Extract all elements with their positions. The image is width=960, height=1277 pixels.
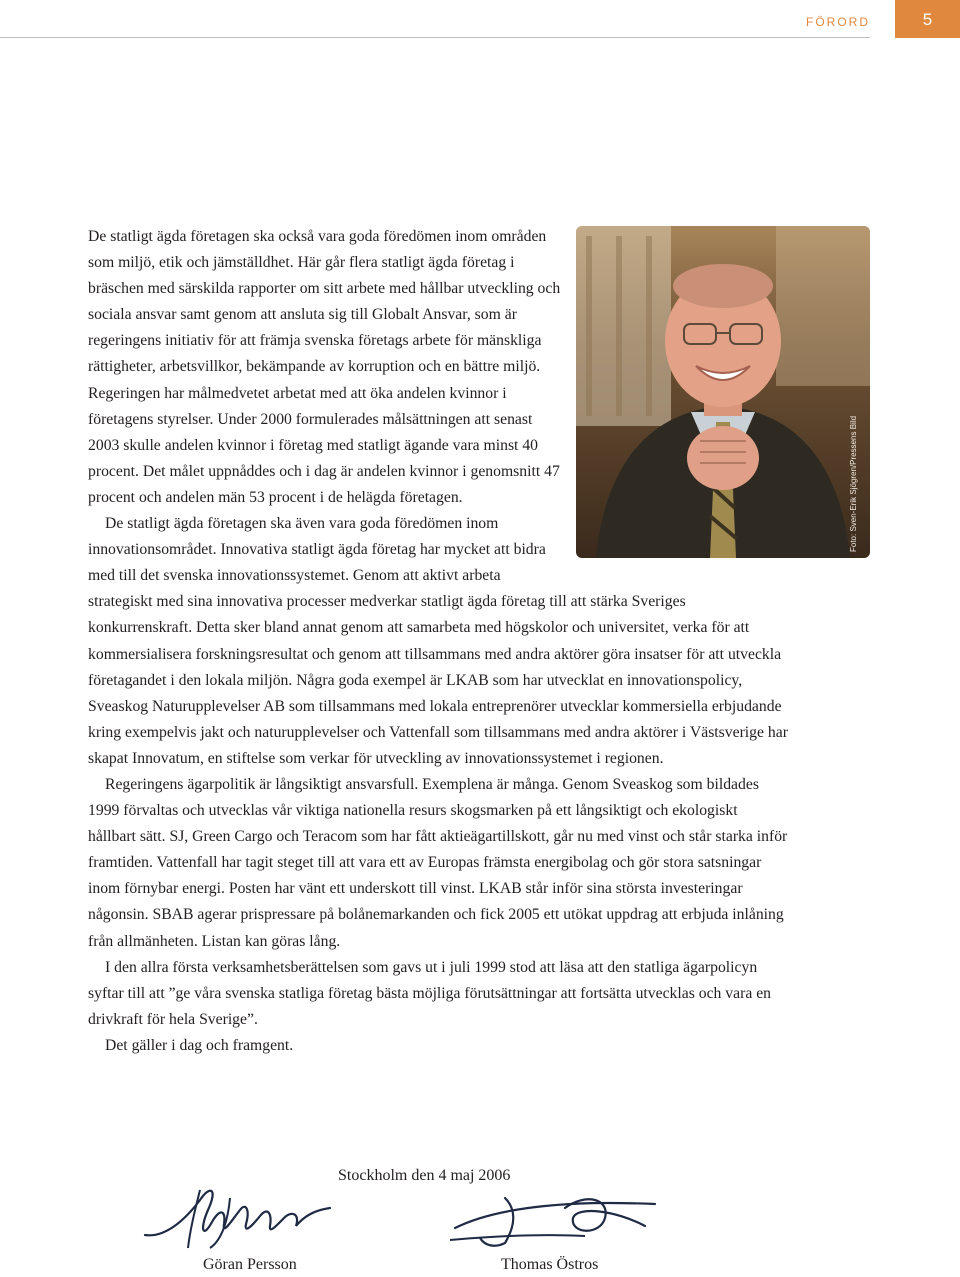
portrait-icon xyxy=(576,226,870,558)
section-label: FÖRORD xyxy=(806,15,870,29)
paragraph-1: De statligt ägda företagen ska också vara goda föredömen inom områden som miljö, etik och jämställdhet. Här går flera statligt ägda företag i bräschen med särskilda rapporter om sitt arbete med hållbar utveckling och sociala ansvar samt genom att ansluta sig till Globalt Ansvar, som är regeringens initiativ för att främja svenska företags arbete för mänskliga rättigheter, arbetsvillkor, bekämpande av korruption och en bättre miljö. Regeringen har målmedvetet arbetat med att öka andelen kvinnor i företagens styrelser. Under 2000 formulerades målsättningen att senast 2003 skulle andelen kvinnor i företag med statligt ägande vara minst 40 procent. Det målet uppnåddes och i dag är andelen kvinnor i genomsnitt 47 procent och andelen män 53 procent i de helägda företagen. xyxy=(88,228,561,506)
body-text xyxy=(88,224,858,1059)
paragraph-5: Det gäller i dag och framgent. xyxy=(105,1036,294,1054)
signature-thomas-ostros xyxy=(445,1188,675,1250)
signer-name-2: Thomas Östros xyxy=(501,1256,599,1273)
place-date: Stockholm den 4 maj 2006 xyxy=(338,1167,511,1184)
signer-name-1: Göran Persson xyxy=(203,1256,297,1273)
paragraph-3: Regeringens ägarpolitik är långsiktigt ansvarsfull. Exemplena är många. Genom Sveaskog som bildades 1999 förvaltas och utvecklas vår viktiga nationella resurs skogsmarken på ett långsiktigt och ekologiskt hållbart sätt. SJ, Green Cargo och Teracom som har fått aktieägartillskott, går nu med vinst och står starka inför framtiden. Vattenfall har tagit steget till att vara ett av Europas främsta energibolag och gör stora satsningar inom förnybar energi. Posten har vänt ett underskott till vinst. LKAB står inför sina största investeringar någonsin. SBAB agerar prispressare på bolånemarkanden och fick 2005 ett utökat uppdrag att erbjuda inlåning från allmänheten. Listan kan göras lång. xyxy=(88,775,788,950)
header-rule xyxy=(0,37,870,38)
page-number: 5 xyxy=(895,0,960,38)
portrait-photo xyxy=(576,226,870,558)
signature-icon xyxy=(445,1188,675,1250)
paragraph-2: De statligt ägda företagen ska även vara goda föredömen inom innovationsområdet. Innovativa statligt ägda företag har mycket att bidra med till det svenska innovationssystemet. Genom att aktivt arbeta strategiskt med sina innovativa processer medverkar statligt ägda företag till att stärka Sveriges konkurrenskraft. Detta sker bland annat genom att samarbeta med högskolor och universitet, verka för att kommersialisera forskningsresultat och genom att tillsammans med andra aktörer göra insatser för att utveckla företagandet i den lokala miljön. Några goda exempel är LKAB som har utvecklat en innovationspolicy, Sveaskog Naturupplevelser AB som tillsammans med lokala entreprenörer utvecklar kommersiella erbjudande kring exempelvis jakt och naturupplevelser och Vattenfall som tillsammans med andra aktörer i Västsverige har skapat Innovatum, en stiftelse som verkar för utveckling av innovationssystemet i regionen. xyxy=(88,515,788,767)
signature-goran-persson xyxy=(140,1180,380,1250)
photo-credit: Foto: Sven-Erik Sjögren/Pressens Bild xyxy=(848,415,858,552)
paragraph-4: I den allra första verksamhetsberättelsen som gavs ut i juli 1999 stod att läsa att den statliga ägarpolicyn syftar till att ”ge våra svenska statliga företag bästa möjliga förutsättningar att fortsätta utvecklas och vara en drivkraft för hela Sverige”. xyxy=(88,958,772,1028)
signature-icon xyxy=(140,1180,380,1250)
